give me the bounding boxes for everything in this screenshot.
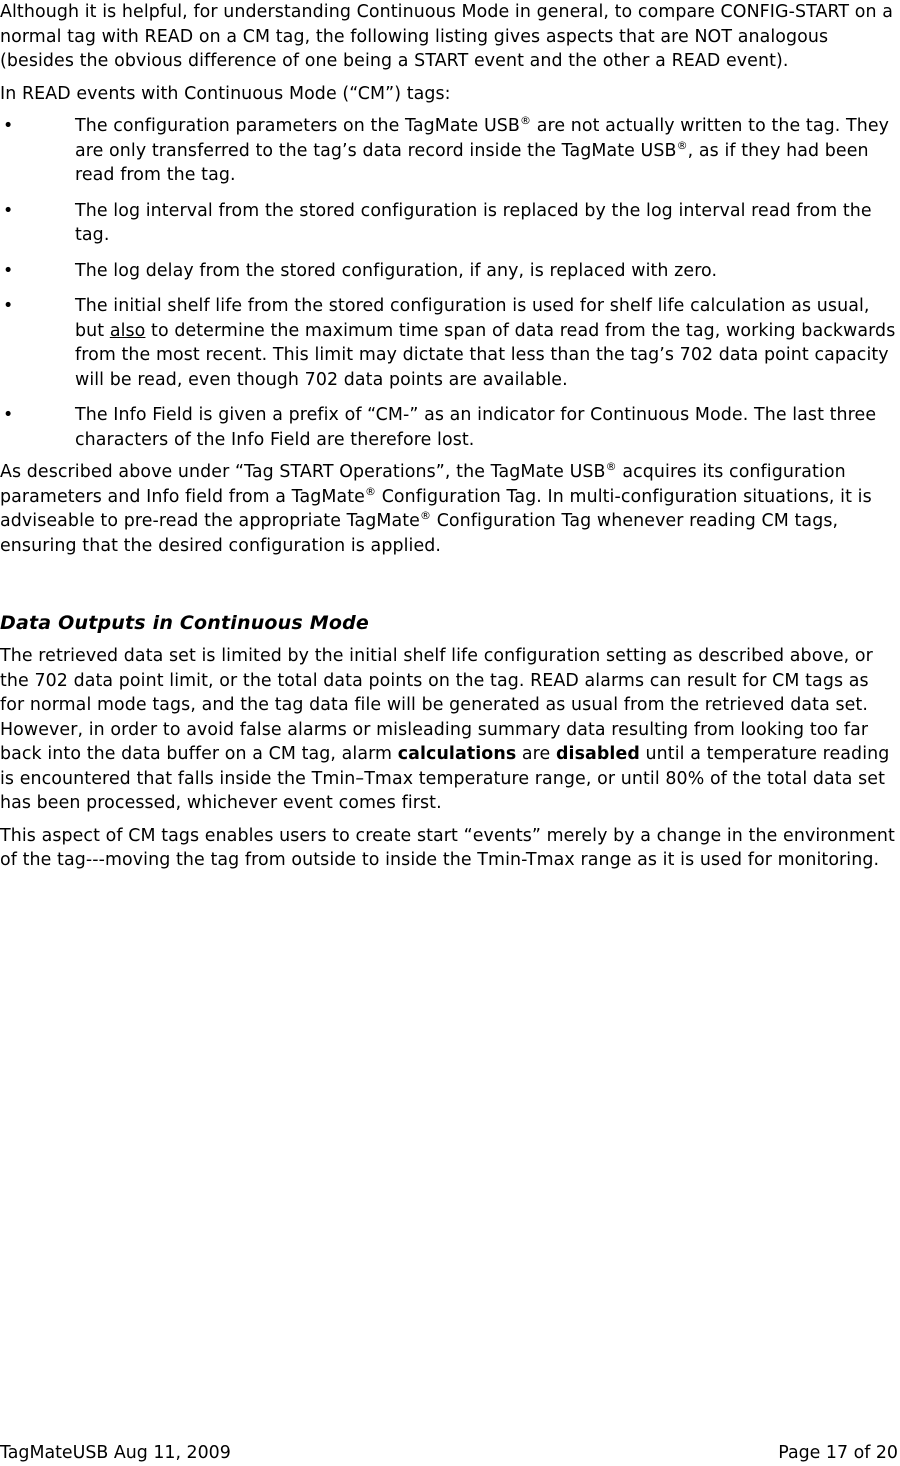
bullet-icon: • [3, 116, 14, 136]
list-item: • The initial shelf life from the stored configuration is used for shelf life calculation as usual, but also to determine the maximum time span of data read from the tag, working backwards from the most recent. This limit may dictate that less than the tag’s 702 data point capacity will be read, even though 702 data points are available. [3, 296, 896, 390]
bullet-list [0, 114, 898, 452]
registered-mark: ® [676, 138, 688, 152]
underlined-word: also [109, 320, 146, 341]
bullet-icon: • [3, 296, 14, 316]
data-outputs-paragraph: The retrieved data set is limited by the initial shelf life configuration setting as described above, or the 702 data point limit, or the total data points on the tag. READ alarms can result for CM tags as for normal mode tags, and the tag data file will be generated as usual from the retrieved data set. However, in order to avoid false alarms or misleading summary data resulting from looking too far back into the data buffer on a CM tag, alarm calculations are disabled until a temperature reading is encountered that falls inside the Tmin–Tmax temperature range, or until 80% of the total data set has been processed, whichever event comes first. [0, 646, 890, 813]
bullet-icon: • [3, 405, 14, 425]
bullet-icon: • [3, 200, 14, 221]
registered-mark: ® [419, 509, 432, 522]
list-item: • The configuration parameters on the TagMate USB® are not actually written to the tag. They are only transferred to the tag’s data record inside the TagMate USB®, as if they had been read from the tag. [3, 114, 890, 185]
intro-paragraph: Although it is helpful, for understanding Continuous Mode in general, to compare CONFIG-START on a normal tag with READ on a CM tag, the following listing gives aspects that are NOT analogous (besides the obvious difference of one being a START event and the other a READ event). [0, 2, 893, 71]
configuration-paragraph: As described above under “Tag START Operations”, the TagMate USB® acquires its configuration parameters and Info field from a TagMate® Configuration Tag. In multi-configuration situations, it is adviseable to pre-read the appropriate TagMate® Configuration Tag whenever reading CM tags, ensuring that the desired configuration is applied. [0, 460, 872, 556]
section-heading: Data Outputs in Continuous Mode [0, 612, 369, 634]
registered-mark: ® [519, 114, 532, 127]
cm-events-paragraph: This aspect of CM tags enables users to create start “events” merely by a change in the environment of the tag---moving the tag from outside to inside the Tmin-Tmax range as it is used for monitoring. [0, 825, 895, 870]
list-item: • The Info Field is given a prefix of “CM-” as an indicator for Continuous Mode. The last three characters of the Info Field are therefore lost. [3, 405, 877, 450]
intro-lead-in: In READ events with Continuous Mode (“CM”) tags: [0, 83, 451, 104]
registered-mark: ® [605, 460, 617, 473]
registered-mark: ® [364, 484, 377, 498]
footer-document-date: TagMateUSB Aug 11, 2009 [0, 1443, 231, 1463]
list-item: • The log interval from the stored configuration is replaced by the log interval read from the tag. [3, 200, 872, 245]
bullet-icon: • [3, 260, 14, 281]
list-item: • The log delay from the stored configuration, if any, is replaced with zero. [0, 259, 898, 284]
footer-page-number: Page 17 of 20 [778, 1443, 898, 1463]
